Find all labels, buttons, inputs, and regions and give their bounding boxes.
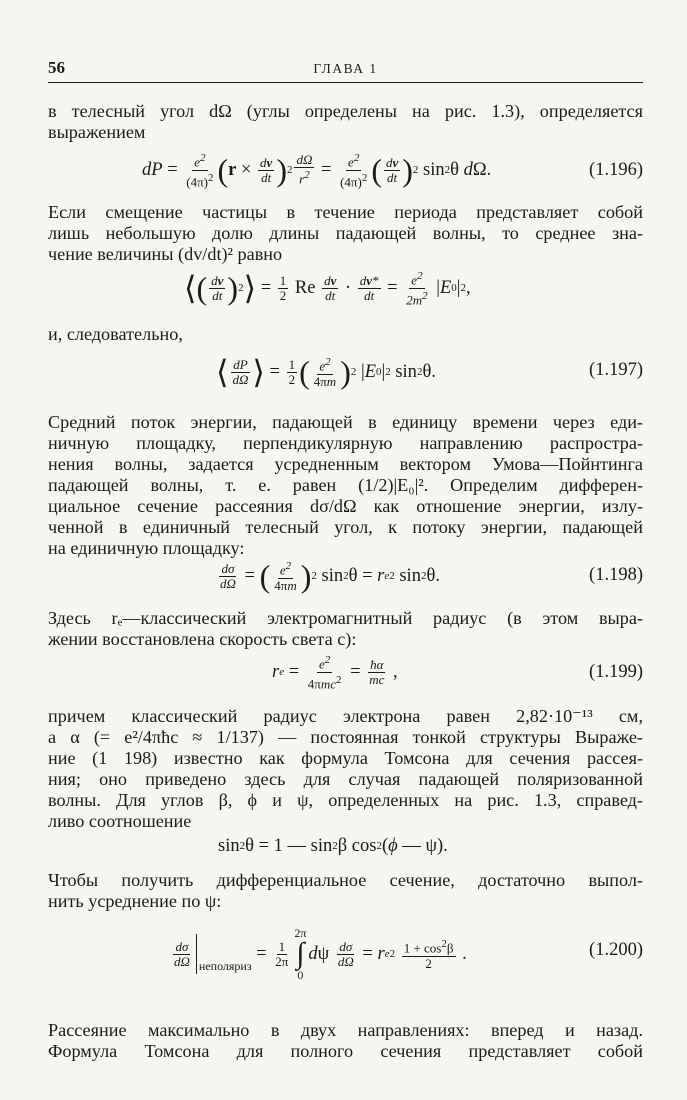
paragraph-6: причем классический радиус электрона равен 2,82·10⁻¹³ см, а α (= e²/4πħc ≈ 1/137) — постоянная тонкой структуры Выраже- ние (1 198) известно как формула Томсона для сечения рассея- ния; оно приведено здесь для случая падающей поляризованной волны. Для углов β, ϕ и ψ, определенных на рис. 1.3, справед- ливо соотношение: [48, 706, 643, 831]
page-number: 56: [48, 58, 65, 77]
equation-angle-relation: sin 2 θ = 1 — sin 2 β cos 2 ( ϕ — ψ).: [218, 835, 448, 856]
paragraph-3: и, следовательно,: [48, 324, 183, 344]
paragraph-5: Здесь rₑ—классический электромагнитный радиус (в этом выра- жении восстановлена скорость света c):: [48, 608, 643, 649]
equation-1-198: $\frac{d\sigma}{d\Omega}$ = ( $\frac{e^2}{4\pi m}$ ) 2 sin 2 θ = r e 2 sin 2 θ.: [220, 558, 440, 594]
paragraph-7: Чтобы получить дифференциальное сечение, достаточно выпол- нить усреднение по ψ:: [48, 870, 643, 911]
paragraph-8: Рассеяние максимально в двух направлениях: вперед и назад. Формула Томсона для полного сечения представляет собой: [48, 1020, 643, 1061]
running-header: [48, 56, 643, 83]
paragraph-2: Если смещение частицы в течение периода представляет собой лишь небольшую долю длины падающей волны, то среднее зна- чение величины (dv/dt)² равно: [48, 202, 643, 264]
equation-1-199: r e = $\frac{e^2}{4\pi mc^2}$ = $\frac{ħ\alpha}{mc}$ ,: [272, 654, 398, 691]
equation-number-1-200: (1.200): [589, 940, 643, 960]
equation-average: ⟨ ( $\frac{dv}{dt}$ ) 2 ⟩ = $\frac{1}{2}$ Re $\frac{dv}{dt}$ · $\frac{dv*}{dt}$ = $\frac{e^2}{2m^2}$ | E 0 | 2 ,: [184, 270, 471, 307]
paragraph-4: Средний поток энергии, падающей в единицу времени через еди- ничную площадку, перпендикулярную направлению распростра- нения волны, задается усредненным вектором Умова—Пойнтинга падающей волны, т. е. равен (1/2)|E₀|². Определим дифферен- циальное сечение рассеяния dσ/dΩ как отношение энергии, излу- ченной в единичный телесный угол, к потоку энергии, падающей на единичную площадку:: [48, 412, 643, 558]
chapter-title: ГЛАВА 1: [313, 61, 378, 76]
equation-number-1-197: (1.197): [589, 360, 643, 380]
equation-1-197: ⟨ $\frac{dP}{d\Omega}$ ⟩ = $\frac{1}{2}$ ( $\frac{e^2}{4\pi m}$ ) 2 | E 0 | 2 sin 2 θ.: [216, 354, 436, 390]
paragraph-1: в телесный угол dΩ (углы определены на рис. 1.3), определяется выражением: [48, 101, 643, 142]
equation-1-200: $\frac{d\sigma}{d\Omega}$ неполяриз = $\frac{1}{2\pi}$ 2π ∫ 0 d ψ $\frac{d\sigma}{d\Omega}$ = r e 2 $\frac{1 + \cos^2\beta}{2}$ .: [174, 926, 467, 982]
equation-1-196: dP = $\frac{e^2}{(4\pi)^2}$ ( r × $\frac{dv}{dt}$ ) 2 $\frac{d\Omega}{r^2}$ = $\frac{e^2}{(4\pi)^2}$ ( $\frac{dv}{dt}$ ) 2 sin 2 θ d Ω.: [142, 152, 492, 189]
equation-number-1-198: (1.198): [589, 565, 643, 585]
equation-number-1-199: (1.199): [589, 662, 643, 682]
equation-number-1-196: (1.196): [589, 160, 643, 180]
